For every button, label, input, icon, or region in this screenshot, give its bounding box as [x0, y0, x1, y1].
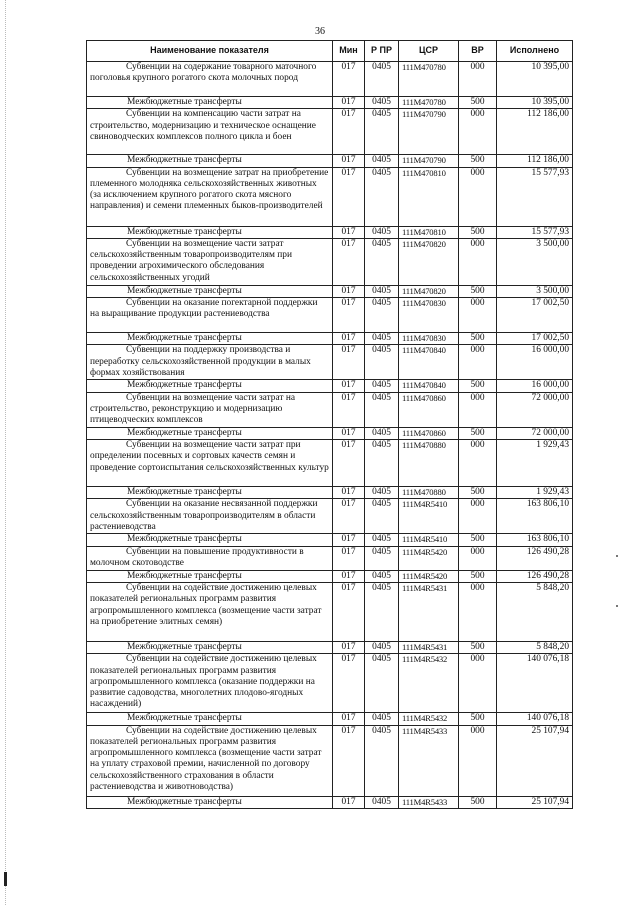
row-name-cell: Межбюджетные трансферты	[87, 333, 333, 345]
row-executed-cell: 3 500,00	[497, 238, 573, 285]
row-vr-cell: 000	[459, 440, 497, 487]
row-executed-cell: 140 076,18	[497, 654, 573, 713]
row-vr-cell: 000	[459, 62, 497, 97]
row-executed-cell: 112 186,00	[497, 109, 573, 155]
row-rpr-cell: 0405	[365, 487, 399, 499]
row-name-cell: Субвенции на содействие достижению целевых показателей региональных программ развития агропромышленного комплекса (возмещение части затрат на уплату страховой премии, начисленной по договору сельскохозяйственного страхования в области растениеводства и животноводства)	[87, 725, 333, 796]
row-vr-cell: 000	[459, 238, 497, 285]
table-row	[87, 97, 573, 109]
row-min-cell: 017	[333, 333, 365, 345]
row-vr-cell: 500	[459, 713, 497, 725]
table-row	[87, 345, 573, 380]
row-min-cell: 017	[333, 238, 365, 285]
row-min-cell: 017	[333, 155, 365, 167]
row-rpr-cell: 0405	[365, 796, 399, 808]
row-rpr-cell: 0405	[365, 345, 399, 380]
row-name-cell: Межбюджетные трансферты	[87, 796, 333, 808]
table-row	[87, 654, 573, 713]
table-row	[87, 298, 573, 333]
table-row	[87, 62, 573, 97]
row-name-cell: Межбюджетные трансферты	[87, 155, 333, 167]
row-rpr-cell: 0405	[365, 392, 399, 427]
header-csr: ЦСР	[399, 41, 459, 62]
row-name-cell: Субвенции на содействие достижению целевых показателей региональных программ развития агропромышленного комплекса (оказание поддержки на развитие садоводства, многолетних плодово-ягодных насаждений)	[87, 654, 333, 713]
row-name-cell: Субвенции на возмещение затрат на приобретение племенного молодняка сельскохозяйственных животных (за исключением крупного рогатого скота мясного направления) и семени племенных быков-производителей	[87, 167, 333, 226]
scan-speck	[616, 555, 618, 557]
row-executed-cell: 163 806,10	[497, 499, 573, 534]
row-rpr-cell: 0405	[365, 641, 399, 653]
row-csr-cell: 111М470790	[399, 155, 459, 167]
row-csr-cell: 111М4R5431	[399, 641, 459, 653]
row-rpr-cell: 0405	[365, 238, 399, 285]
row-min-cell: 017	[333, 546, 365, 570]
header-rpr: Р ПР	[365, 41, 399, 62]
table-row	[87, 109, 573, 155]
row-vr-cell: 500	[459, 97, 497, 109]
row-min-cell: 017	[333, 499, 365, 534]
table-row	[87, 285, 573, 297]
row-name-cell: Межбюджетные трансферты	[87, 226, 333, 238]
row-name-cell: Субвенции на оказание несвязанной поддержки сельскохозяйственным товаропроизводителям в области растениеводства	[87, 499, 333, 534]
row-csr-cell: 111М470830	[399, 298, 459, 333]
row-executed-cell: 72 000,00	[497, 427, 573, 439]
row-min-cell: 017	[333, 654, 365, 713]
table-header-row	[87, 41, 573, 62]
row-csr-cell: 111М470860	[399, 392, 459, 427]
table-row	[87, 155, 573, 167]
row-executed-cell: 16 000,00	[497, 345, 573, 380]
row-executed-cell: 112 186,00	[497, 155, 573, 167]
scan-speck	[616, 605, 618, 607]
table-row	[87, 725, 573, 796]
row-csr-cell: 111М4R5410	[399, 534, 459, 546]
row-name-cell: Межбюджетные трансферты	[87, 570, 333, 582]
header-name: Наименование показателя	[87, 41, 333, 62]
row-rpr-cell: 0405	[365, 534, 399, 546]
row-min-cell: 017	[333, 534, 365, 546]
row-min-cell: 017	[333, 392, 365, 427]
row-name-cell: Межбюджетные трансферты	[87, 427, 333, 439]
row-executed-cell: 5 848,20	[497, 582, 573, 641]
table-body	[87, 62, 573, 809]
table-row	[87, 582, 573, 641]
row-csr-cell: 111М470810	[399, 226, 459, 238]
row-name-cell: Субвенции на повышение продуктивности в молочном скотоводстве	[87, 546, 333, 570]
row-rpr-cell: 0405	[365, 155, 399, 167]
row-rpr-cell: 0405	[365, 380, 399, 392]
row-csr-cell: 111М470820	[399, 285, 459, 297]
row-csr-cell: 111М4R5433	[399, 725, 459, 796]
row-executed-cell: 1 929,43	[497, 440, 573, 487]
row-rpr-cell: 0405	[365, 167, 399, 226]
budget-execution-table	[86, 40, 573, 809]
row-csr-cell: 111М470880	[399, 487, 459, 499]
row-vr-cell: 000	[459, 109, 497, 155]
row-rpr-cell: 0405	[365, 570, 399, 582]
row-name-cell: Субвенции на возмещение части затрат при определении посевных и сортовых качеств семян и проведение сортоиспытания сельскохозяйственных культур	[87, 440, 333, 487]
row-executed-cell: 140 076,18	[497, 713, 573, 725]
row-name-cell: Субвенции на возмещение части затрат на строительство, реконструкцию и модернизацию птицеводческих комплексов	[87, 392, 333, 427]
row-csr-cell: 111М470820	[399, 238, 459, 285]
row-csr-cell: 111М470860	[399, 427, 459, 439]
row-min-cell: 017	[333, 97, 365, 109]
row-name-cell: Межбюджетные трансферты	[87, 285, 333, 297]
row-csr-cell: 111М4R5431	[399, 582, 459, 641]
row-vr-cell: 500	[459, 333, 497, 345]
row-csr-cell: 111М4R5432	[399, 713, 459, 725]
row-min-cell: 017	[333, 570, 365, 582]
table-row	[87, 796, 573, 808]
row-csr-cell: 111М4R5432	[399, 654, 459, 713]
row-vr-cell: 500	[459, 641, 497, 653]
row-rpr-cell: 0405	[365, 285, 399, 297]
table-row	[87, 534, 573, 546]
header-min: Мин	[333, 41, 365, 62]
row-csr-cell: 111М470780	[399, 97, 459, 109]
row-executed-cell: 25 107,94	[497, 725, 573, 796]
row-vr-cell: 000	[459, 167, 497, 226]
row-rpr-cell: 0405	[365, 725, 399, 796]
row-rpr-cell: 0405	[365, 440, 399, 487]
row-csr-cell: 111М4R5420	[399, 546, 459, 570]
row-name-cell: Субвенции на содержание товарного маточного поголовья крупного рогатого скота молочных пород	[87, 62, 333, 97]
row-executed-cell: 17 002,50	[497, 298, 573, 333]
row-executed-cell: 126 490,28	[497, 546, 573, 570]
row-csr-cell: 111М4R5420	[399, 570, 459, 582]
row-min-cell: 017	[333, 345, 365, 380]
table-row	[87, 333, 573, 345]
table-row	[87, 641, 573, 653]
row-csr-cell: 111М470810	[399, 167, 459, 226]
row-vr-cell: 500	[459, 285, 497, 297]
row-executed-cell: 15 577,93	[497, 226, 573, 238]
row-executed-cell: 10 395,00	[497, 97, 573, 109]
row-csr-cell: 111М470830	[399, 333, 459, 345]
row-vr-cell: 500	[459, 155, 497, 167]
row-min-cell: 017	[333, 427, 365, 439]
row-executed-cell: 163 806,10	[497, 534, 573, 546]
page-number: 36	[315, 26, 325, 37]
row-vr-cell: 000	[459, 499, 497, 534]
row-executed-cell: 15 577,93	[497, 167, 573, 226]
row-name-cell: Межбюджетные трансферты	[87, 487, 333, 499]
row-vr-cell: 500	[459, 427, 497, 439]
row-name-cell: Субвенции на оказание погектарной поддержки на выращивание продукции растениеводства	[87, 298, 333, 333]
row-executed-cell: 17 002,50	[497, 333, 573, 345]
table-row	[87, 392, 573, 427]
row-executed-cell: 3 500,00	[497, 285, 573, 297]
header-executed: Исполнено	[497, 41, 573, 62]
row-vr-cell: 500	[459, 570, 497, 582]
row-name-cell: Межбюджетные трансферты	[87, 380, 333, 392]
row-csr-cell: 111М470840	[399, 345, 459, 380]
row-executed-cell: 126 490,28	[497, 570, 573, 582]
row-csr-cell: 111М470790	[399, 109, 459, 155]
row-rpr-cell: 0405	[365, 333, 399, 345]
table-row	[87, 499, 573, 534]
row-min-cell: 017	[333, 796, 365, 808]
row-executed-cell: 72 000,00	[497, 392, 573, 427]
row-name-cell: Субвенции на компенсацию части затрат на строительство, модернизацию и техническое оснащение свиноводческих комплексов полного цикла и боен	[87, 109, 333, 155]
table-row	[87, 238, 573, 285]
row-min-cell: 017	[333, 167, 365, 226]
scan-blot	[4, 872, 7, 886]
row-vr-cell: 000	[459, 546, 497, 570]
row-name-cell: Субвенции на возмещение части затрат сельскохозяйственным товаропроизводителям при проведении агрохимического обследования сельскохозяйственных угодий	[87, 238, 333, 285]
header-vr: ВР	[459, 41, 497, 62]
row-min-cell: 017	[333, 487, 365, 499]
table-row	[87, 440, 573, 487]
row-rpr-cell: 0405	[365, 427, 399, 439]
row-min-cell: 017	[333, 582, 365, 641]
row-executed-cell: 16 000,00	[497, 380, 573, 392]
row-vr-cell: 000	[459, 392, 497, 427]
row-min-cell: 017	[333, 226, 365, 238]
table-row	[87, 570, 573, 582]
table-row	[87, 380, 573, 392]
row-rpr-cell: 0405	[365, 654, 399, 713]
row-vr-cell: 000	[459, 654, 497, 713]
row-vr-cell: 000	[459, 725, 497, 796]
left-margin-scan-marks	[5, 0, 8, 905]
row-csr-cell: 111М470780	[399, 62, 459, 97]
table-row	[87, 427, 573, 439]
row-min-cell: 017	[333, 285, 365, 297]
row-csr-cell: 111М470880	[399, 440, 459, 487]
table-row	[87, 546, 573, 570]
table-row	[87, 487, 573, 499]
row-vr-cell: 500	[459, 796, 497, 808]
row-vr-cell: 500	[459, 534, 497, 546]
row-name-cell: Межбюджетные трансферты	[87, 641, 333, 653]
row-min-cell: 017	[333, 725, 365, 796]
row-min-cell: 017	[333, 440, 365, 487]
row-min-cell: 017	[333, 713, 365, 725]
row-rpr-cell: 0405	[365, 109, 399, 155]
row-vr-cell: 500	[459, 380, 497, 392]
row-rpr-cell: 0405	[365, 713, 399, 725]
row-executed-cell: 1 929,43	[497, 487, 573, 499]
row-name-cell: Субвенции на содействие достижению целевых показателей региональных программ развития агропромышленного комплекса (возмещение части затрат на приобретение элитных семян)	[87, 582, 333, 641]
row-csr-cell: 111М4R5433	[399, 796, 459, 808]
row-vr-cell: 000	[459, 582, 497, 641]
table-row	[87, 713, 573, 725]
row-name-cell: Межбюджетные трансферты	[87, 97, 333, 109]
row-name-cell: Межбюджетные трансферты	[87, 534, 333, 546]
row-vr-cell: 500	[459, 487, 497, 499]
row-rpr-cell: 0405	[365, 582, 399, 641]
row-name-cell: Межбюджетные трансферты	[87, 713, 333, 725]
row-min-cell: 017	[333, 109, 365, 155]
row-min-cell: 017	[333, 641, 365, 653]
row-executed-cell: 25 107,94	[497, 796, 573, 808]
row-rpr-cell: 0405	[365, 298, 399, 333]
row-vr-cell: 000	[459, 298, 497, 333]
row-rpr-cell: 0405	[365, 97, 399, 109]
row-executed-cell: 10 395,00	[497, 62, 573, 97]
row-rpr-cell: 0405	[365, 62, 399, 97]
table-row	[87, 167, 573, 226]
row-rpr-cell: 0405	[365, 546, 399, 570]
row-rpr-cell: 0405	[365, 226, 399, 238]
row-min-cell: 017	[333, 380, 365, 392]
row-name-cell: Субвенции на поддержку производства и переработку сельскохозяйственной продукции в малых формах хозяйствования	[87, 345, 333, 380]
row-csr-cell: 111М4R5410	[399, 499, 459, 534]
row-executed-cell: 5 848,20	[497, 641, 573, 653]
row-vr-cell: 000	[459, 345, 497, 380]
table-row	[87, 226, 573, 238]
row-csr-cell: 111М470840	[399, 380, 459, 392]
row-min-cell: 017	[333, 298, 365, 333]
row-min-cell: 017	[333, 62, 365, 97]
row-rpr-cell: 0405	[365, 499, 399, 534]
row-vr-cell: 500	[459, 226, 497, 238]
